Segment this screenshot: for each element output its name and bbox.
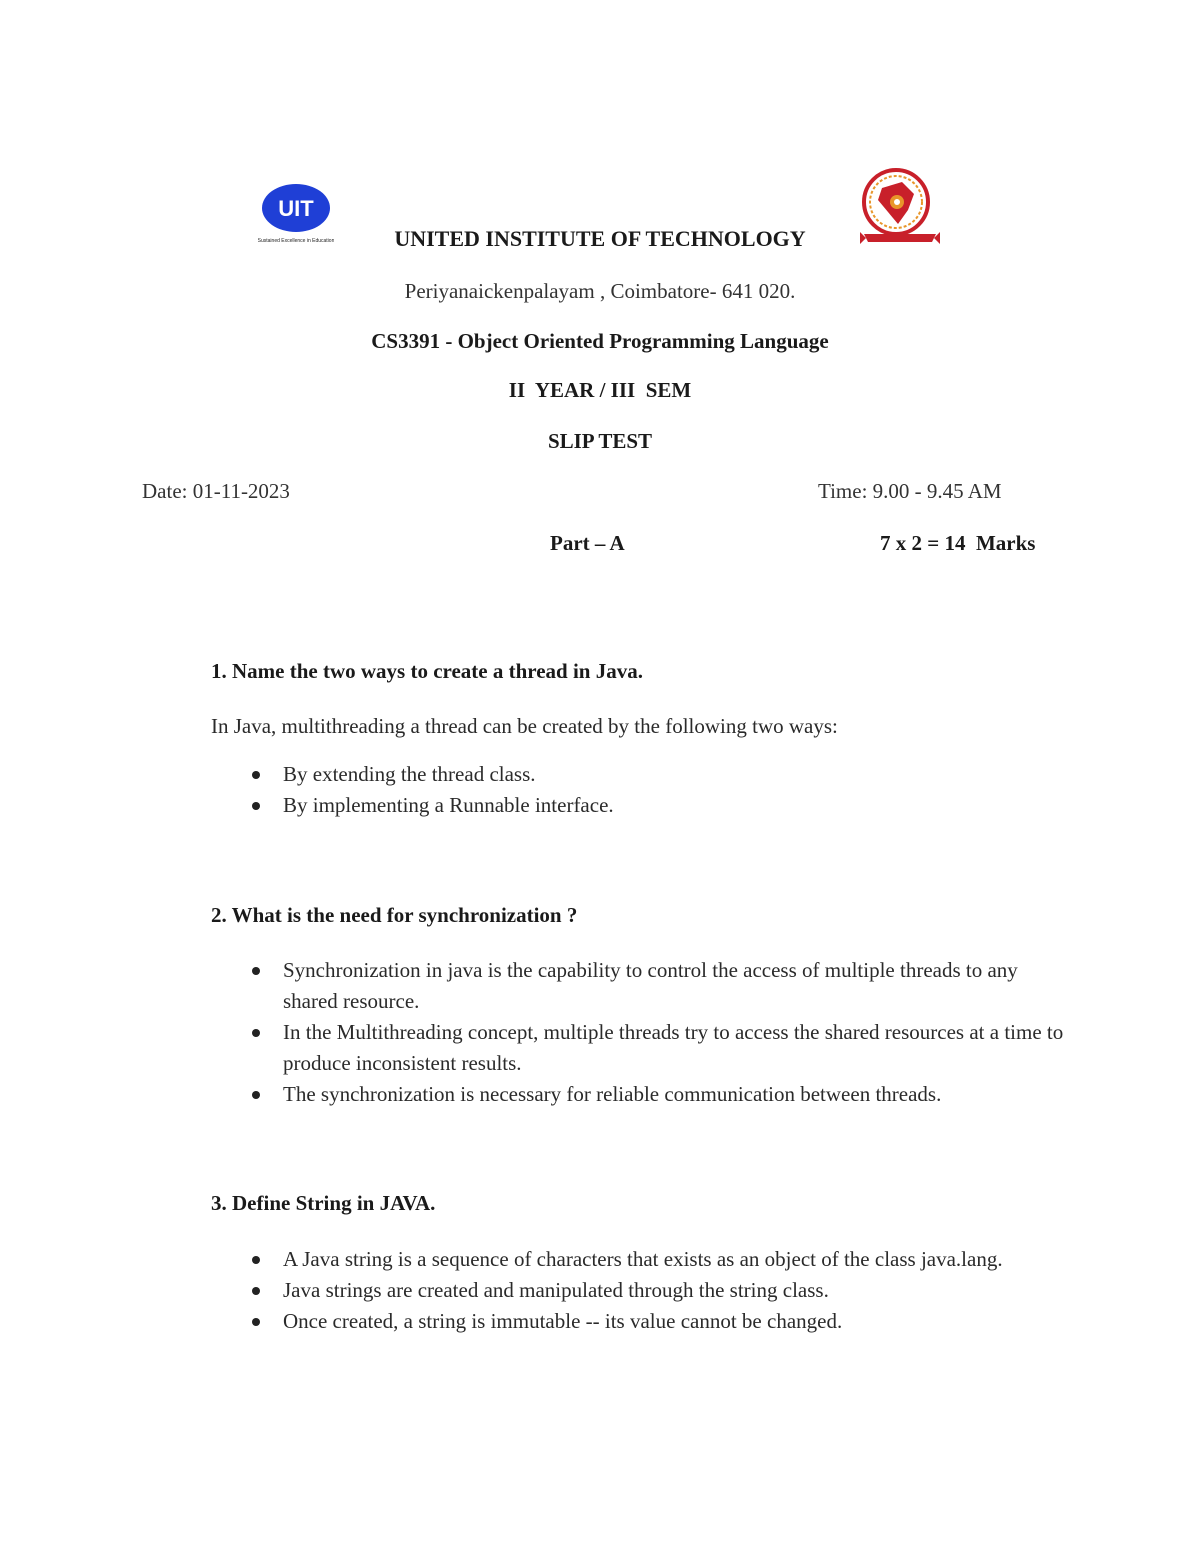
list-item: Synchronization in java is the capability to control the access of multiple threads to any shared resource. <box>211 955 1071 1017</box>
question-1-answers <box>211 759 1031 821</box>
question-1-intro: In Java, multithreading a thread can be created by the following two ways: <box>211 714 838 738</box>
list-item: The synchronization is necessary for reliable communication between threads. <box>211 1079 1071 1110</box>
marks-label: 7 x 2 = 14 Marks <box>880 531 1036 555</box>
list-item: Java strings are created and manipulated through the string class. <box>211 1275 1031 1306</box>
list-item: A Java string is a sequence of characters that exists as an object of the class java.lang. <box>211 1244 1031 1275</box>
question-3-title: 3. Define String in JAVA. <box>211 1191 436 1215</box>
list-item: In the Multithreading concept, multiple threads try to access the shared resources at a time to produce inconsistent results. <box>211 1017 1071 1079</box>
part-label: Part – A <box>550 531 625 555</box>
question-2-answers <box>211 955 1071 1110</box>
question-1-title: 1. Name the two ways to create a thread in Java. <box>211 659 643 683</box>
uit-logo-text: UIT <box>278 196 314 221</box>
year-semester: II YEAR / III SEM <box>508 378 692 402</box>
list-item: Once created, a string is immutable -- its value cannot be changed. <box>211 1306 1031 1337</box>
question-3-answers <box>211 1244 1031 1337</box>
list-item: By extending the thread class. <box>211 759 1031 790</box>
exam-time: Time: 9.00 - 9.45 AM <box>818 479 1002 503</box>
course-title: CS3391 - Object Oriented Programming Language <box>371 329 829 353</box>
exam-date: Date: 01-11-2023 <box>142 479 290 503</box>
test-title: SLIP TEST <box>547 429 653 453</box>
uit-logo-caption: Sustained Excellence in Education <box>258 238 334 244</box>
question-2-title: 2. What is the need for synchronization ? <box>211 903 578 927</box>
institute-name: UNITED INSTITUTE OF TECHNOLOGY <box>394 226 806 251</box>
institute-address: Periyanaickenpalayam , Coimbatore- 641 020. <box>404 279 796 303</box>
list-item: By implementing a Runnable interface. <box>211 790 1031 821</box>
